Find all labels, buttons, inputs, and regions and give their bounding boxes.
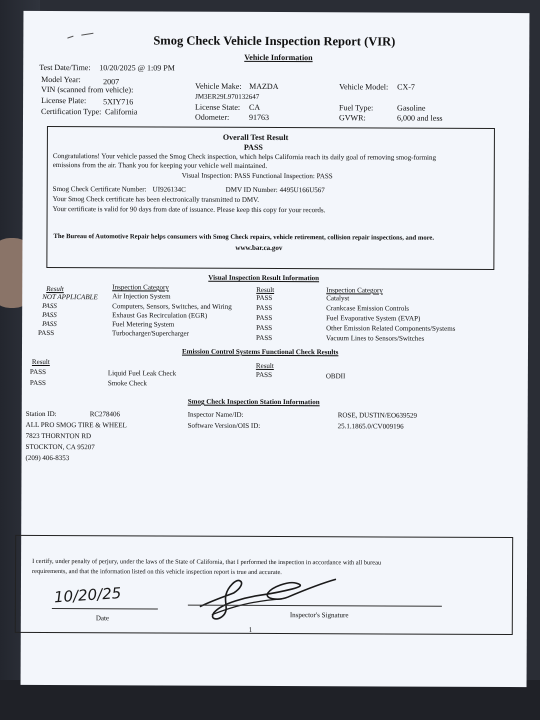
visual-right-row-3-result: PASS (256, 313, 273, 322)
visual-right-row-5-result: PASS (256, 333, 273, 342)
visual-left-row-4-category: Fuel Metering System (112, 320, 175, 329)
congrats-line-2: emissions from the air. Thank you for keeping your vehicle well maintained. (52, 161, 268, 170)
license-plate-label: License Plate: (41, 95, 87, 106)
visual-right-row-2-result: PASS (256, 303, 273, 312)
pen-mark-icon (67, 32, 97, 42)
visual-col-category-right: Inspection Category (326, 286, 383, 295)
overall-result-box (46, 126, 495, 270)
report-page (21, 11, 530, 687)
date-line (52, 608, 158, 609)
report-title: Smog Check Vehicle Inspection Report (VIR) (153, 33, 396, 49)
make-value: MAZDA (249, 81, 279, 92)
station-name: ALL PRO SMOG TIRE & WHEEL (25, 420, 127, 430)
visual-right-row-4-category: Other Emission Related Components/Systems (326, 324, 456, 333)
certification-box (15, 535, 513, 635)
license-state-label: License State: (195, 102, 241, 112)
visual-right-row-5-category: Vacuum Lines to Sensors/Switches (326, 334, 425, 343)
certify-line-2: requirements, and that the information listed on this vehicle inspection report is true and accurate. (32, 567, 282, 577)
make-label: Vehicle Make: (195, 81, 242, 91)
certify-line-1: I certify, under penalty of perjury, under the laws of the State of California, that I performed the inspection in accordance with all bureau (32, 557, 382, 567)
gvwr-label: GVWR: (338, 113, 366, 123)
functional-right-result: PASS (255, 370, 272, 379)
station-id-label: Station ID: (25, 409, 57, 419)
visual-left-row-1-result: NOT APPLICABLE (42, 292, 98, 302)
dmv-id-label: DMV ID Number: (225, 185, 278, 195)
visual-left-row-5-result: PASS (38, 328, 55, 338)
functional-col-result-right: Result (255, 361, 274, 370)
handwritten-date: 10/20/25 (53, 584, 122, 607)
model-year-value: 2007 (103, 77, 120, 87)
functional-right-item: OBDII (325, 372, 346, 381)
cert-number-value: UI926134C (152, 185, 186, 194)
test-datetime-value: 10/20/2025 @ 1:09 PM (99, 63, 175, 73)
valid-line: Your certificate is valid for 90 days from date of issuance. Please keep this copy for your records. (52, 205, 326, 215)
page-number: 1 (248, 625, 253, 634)
visual-right-row-1-category: Catalyst (326, 294, 350, 303)
bar-line-2: www.bar.ca.gov (235, 243, 283, 253)
software-value: 25.1.1865.0/CV009196 (337, 422, 404, 431)
visual-left-row-5-category: Turbocharger/Supercharger (112, 329, 189, 338)
functional-row-2-item: Smoke Check (107, 379, 147, 388)
inspector-label: Inspector Name/ID: (187, 410, 244, 419)
cert-type-label: Certification Type: (41, 106, 102, 117)
station-address-2: STOCKTON, CA 95207 (25, 442, 95, 452)
station-id-value: RC278406 (89, 410, 121, 419)
visual-functional-summary: Visual Inspection: PASS Functional Inspection: PASS (181, 171, 333, 181)
visual-left-row-1-category: Air Injection System (112, 292, 171, 301)
license-state-value: CA (249, 102, 261, 112)
congrats-line-1: Congratulations! Your vehicle passed the Smog Check inspection, which helps California reach its daily goal of removing smog-forming (52, 152, 437, 162)
vehicle-info-heading: Vehicle Information (244, 52, 313, 63)
cert-type-value: California (105, 107, 138, 117)
fuel-type-label: Fuel Type: (339, 103, 374, 113)
dmv-id-value: 4495U166U567 (279, 186, 325, 195)
date-label: Date (95, 614, 110, 623)
station-address-1: 7823 THORNTON RD (25, 431, 92, 441)
visual-left-row-2-category: Computers, Sensors, Switches, and Wiring (112, 302, 232, 311)
visual-right-row-3-category: Fuel Evaporative System (EVAP) (326, 314, 421, 323)
odometer-value: 91763 (248, 112, 270, 122)
vin-label: VIN (scanned from vehicle): (41, 84, 134, 95)
software-label: Software Version/OIS ID: (187, 421, 261, 430)
visual-left-row-3-category: Exhaust Gas Recirculation (EGR) (112, 311, 208, 320)
transmitted-line: Your Smog Check certificate has been electronically transmitted to DMV. (52, 195, 260, 204)
visual-heading: Visual Inspection Result Information (208, 273, 320, 283)
gvwr-value: 6,000 and less (396, 113, 443, 123)
visual-left-row-2-result: PASS (42, 301, 57, 311)
visual-right-row-2-category: Crankcase Emission Controls (326, 304, 410, 313)
visual-right-row-1-result: PASS (256, 293, 273, 302)
visual-left-row-3-result: PASS (42, 310, 57, 320)
visual-col-result-left: Result (46, 285, 64, 294)
signature-label: Inspector's Signature (289, 611, 349, 620)
inspector-signature (192, 571, 342, 633)
visual-col-category-left: Inspection Category (112, 283, 169, 292)
visual-col-result-right: Result (256, 285, 275, 294)
model-label: Vehicle Model: (339, 82, 389, 92)
model-value: CX-7 (397, 82, 415, 92)
functional-heading: Emission Control Systems Functional Check Results (181, 347, 339, 357)
vin-value: JM3ER29L970132647 (195, 92, 260, 101)
model-year-label: Model Year: (41, 74, 81, 85)
functional-row-1-item: Liquid Fuel Leak Check (107, 369, 177, 378)
license-plate-value: 5XIY716 (103, 97, 134, 107)
functional-row-2-result: PASS (29, 378, 46, 388)
bar-line-1: The Bureau of Automotive Repair helps consumers with Smog Check repairs, vehicle retirement, collision repair inspections, and more. (53, 233, 435, 242)
functional-col-result-left: Result (31, 357, 50, 367)
odometer-label: Odometer: (194, 112, 230, 122)
functional-row-1-result: PASS (29, 367, 47, 377)
overall-heading: Overall Test Result (222, 132, 289, 143)
pen-mark (67, 29, 81, 35)
station-phone: (209) 406-8353 (25, 453, 70, 463)
overall-result: PASS (243, 142, 263, 152)
fuel-type-value: Gasoline (397, 103, 426, 113)
visual-right-row-4-result: PASS (256, 323, 273, 332)
cert-number-label: Smog Check Certificate Number: (52, 185, 147, 194)
test-datetime-label: Test Date/Time: (39, 62, 91, 73)
visual-left-row-4-result: PASS (42, 319, 57, 329)
inspector-value: ROSE, DUSTIN/EO639529 (337, 411, 418, 420)
station-heading: Smog Check Inspection Station Information (187, 397, 320, 407)
